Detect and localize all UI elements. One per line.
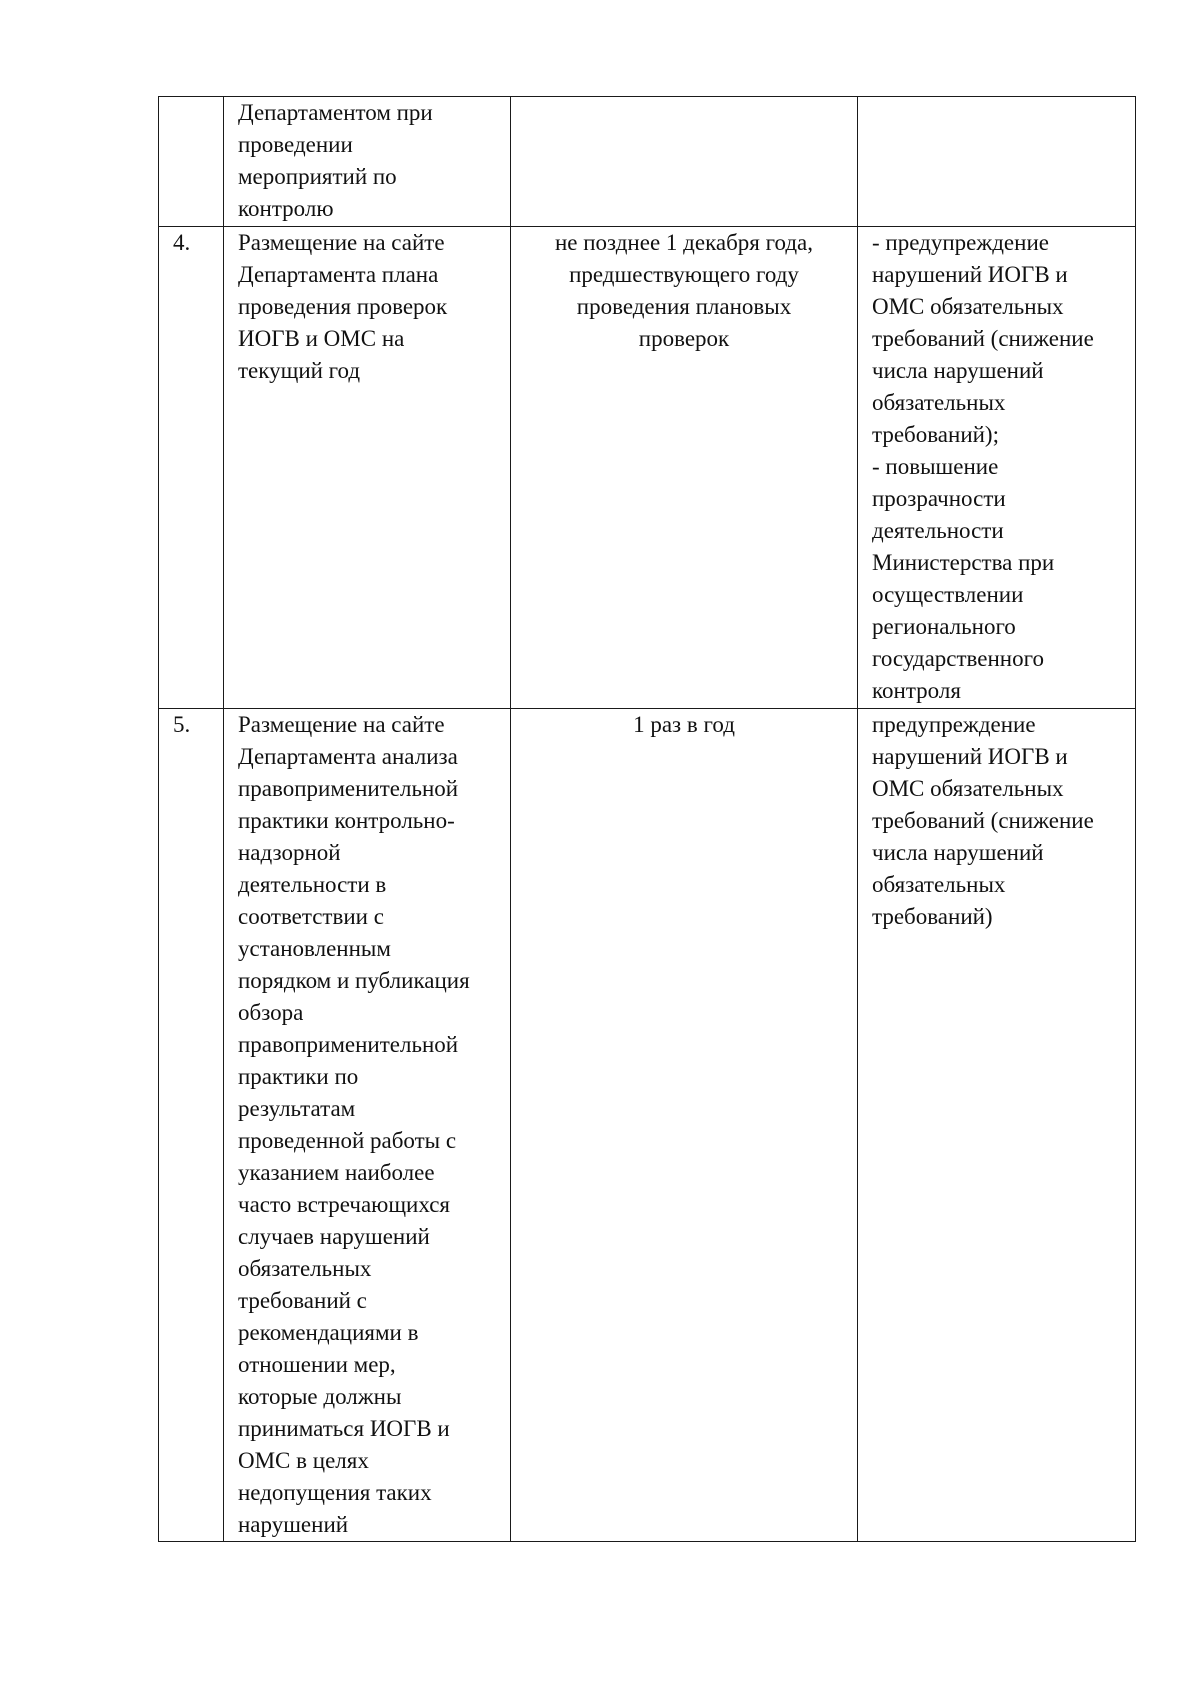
cell-text-line: проведения плановых — [576, 294, 792, 319]
cell-text-line: проверок — [638, 326, 730, 351]
cell-text-line: установленным — [238, 936, 391, 961]
cell-text-line: контроля — [872, 678, 961, 703]
cell-text-line: обязательных — [872, 872, 1006, 897]
cell-text-line: проведении — [238, 132, 353, 157]
cell-text-line: Министерства при — [872, 550, 1055, 575]
cell-text-line: осуществлении — [872, 582, 1024, 607]
cell-text-line: случаев нарушений — [238, 1224, 430, 1249]
result-cell — [858, 97, 1136, 227]
cell-text-line: недопущения таких — [238, 1480, 432, 1505]
result-cell — [858, 709, 1136, 1542]
cell-text-line: деятельности в — [238, 872, 387, 897]
cell-text-line: предупреждение — [872, 712, 1036, 737]
row-number-cell — [159, 709, 224, 1542]
cell-text-line: проведения проверок — [238, 294, 448, 319]
cell-text-line: соответствии с — [238, 904, 384, 929]
cell-text-line: предшествующего году — [569, 262, 799, 287]
cell-text-line: надзорной — [238, 840, 341, 865]
cell-text-line: регионального — [872, 614, 1016, 639]
cell-text-line: 1 раз в год — [633, 712, 735, 737]
cell-text-line: контролю — [238, 196, 334, 221]
cell-text-line: ИОГВ и ОМС на — [238, 326, 405, 351]
cell-text-line: требований с — [238, 1288, 367, 1313]
result-cell — [858, 227, 1136, 709]
cell-text-line: - повышение — [872, 454, 999, 479]
cell-text-line: нарушений — [238, 1512, 349, 1537]
cell-text-line: государственного — [872, 646, 1044, 671]
cell-text-line: результатам — [238, 1096, 356, 1121]
cell-text-line: требований (снижение — [872, 326, 1094, 351]
cell-text-line: обязательных — [872, 390, 1006, 415]
cell-text-line: приниматься ИОГВ и — [238, 1416, 450, 1441]
cell-text-line: текущий год — [238, 358, 361, 383]
cell-text-line: практики контрольно- — [238, 808, 455, 833]
cell-text-line: требований) — [872, 904, 993, 929]
cell-text-line: ОМС в целях — [238, 1448, 369, 1473]
cell-text-line: отношении мер, — [238, 1352, 396, 1377]
cell-text-line: ОМС обязательных — [872, 776, 1064, 801]
cell-text-line: нарушений ИОГВ и — [872, 744, 1068, 769]
cell-text-line: Департаментом при — [238, 100, 433, 125]
table-row — [159, 709, 1136, 1542]
cell-text-line: обзора — [238, 1000, 304, 1025]
cell-text-line: прозрачности — [872, 486, 1006, 511]
cell-text-line: обязательных — [238, 1256, 372, 1281]
cell-text-line: числа нарушений — [872, 840, 1044, 865]
cell-text-line: нарушений ИОГВ и — [872, 262, 1068, 287]
cell-text-line: - предупреждение — [872, 230, 1049, 255]
row-number-cell — [159, 97, 224, 227]
row-number: 4. — [173, 230, 191, 255]
cell-text-line: правоприменительной — [238, 1032, 459, 1057]
cell-text-line: деятельности — [872, 518, 1004, 543]
event-cell — [224, 97, 511, 227]
cell-text-line: рекомендациями в — [238, 1320, 419, 1345]
term-cell — [511, 709, 858, 1542]
cell-text-line: не позднее 1 декабря года, — [554, 230, 813, 255]
cell-text-line: практики по — [238, 1064, 359, 1089]
event-cell — [224, 227, 511, 709]
table-row — [159, 227, 1136, 709]
cell-text-line: которые должны — [238, 1384, 402, 1409]
cell-text-line: Размещение на сайте — [238, 712, 445, 737]
cell-text-line: числа нарушений — [872, 358, 1044, 383]
cell-text-line: ОМС обязательных — [872, 294, 1064, 319]
row-number-cell — [159, 227, 224, 709]
term-cell — [511, 97, 858, 227]
cell-text-line: требований); — [872, 422, 999, 447]
cell-text-line: часто встречающихся — [238, 1192, 450, 1217]
measures-table — [158, 96, 1136, 1542]
cell-text-line: требований (снижение — [872, 808, 1094, 833]
row-number: 5. — [173, 712, 191, 737]
cell-text-line: проведенной работы с — [238, 1128, 457, 1153]
cell-text-line: Департамента плана — [238, 262, 439, 287]
cell-text-line: указанием наиболее — [238, 1160, 435, 1185]
cell-text-line: правоприменительной — [238, 776, 459, 801]
table-row — [159, 97, 1136, 227]
event-cell — [224, 709, 511, 1542]
cell-text-line: Департамента анализа — [238, 744, 458, 769]
cell-text-line: мероприятий по — [238, 164, 397, 189]
term-cell — [511, 227, 858, 709]
cell-text-line: порядком и публикация — [238, 968, 470, 993]
cell-text-line: Размещение на сайте — [238, 230, 445, 255]
